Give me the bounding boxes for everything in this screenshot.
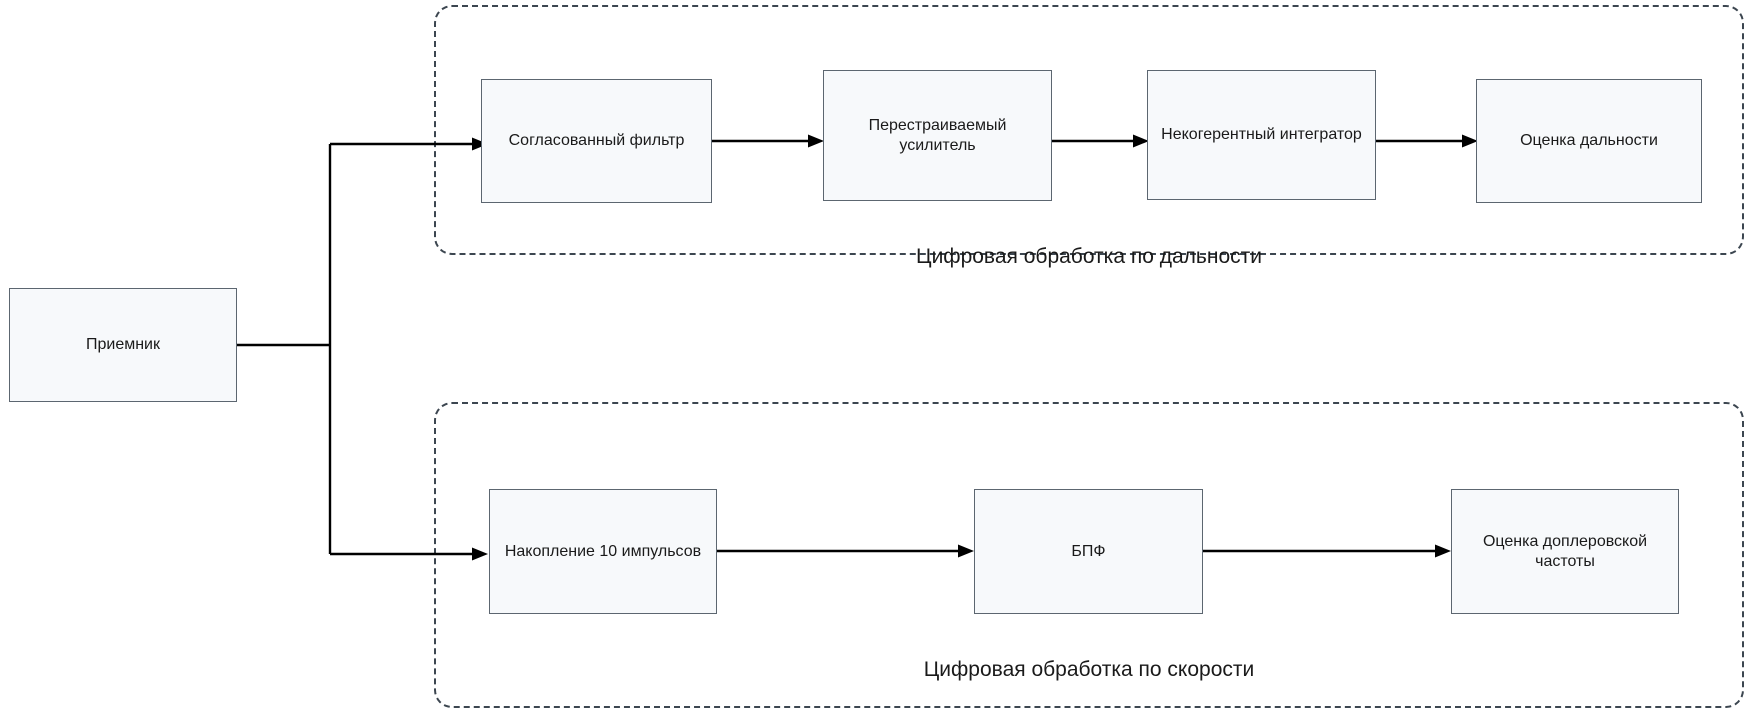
block-pulse-accumulation[interactable]	[489, 489, 717, 614]
block-label: БПФ	[1071, 542, 1106, 560]
block-label: Приемник	[85, 336, 160, 353]
block-label: Накопление 10 импульсов	[504, 542, 702, 560]
block-label: Оценка дальности	[1520, 132, 1658, 149]
block-label: Оценка доплеровской частоты	[1482, 532, 1648, 570]
block-matched-filter[interactable]	[481, 79, 712, 203]
block-doppler-estimate[interactable]	[1451, 489, 1679, 614]
block-label: Перестраиваемый усилитель	[868, 116, 1007, 154]
block-label: Согласованный фильтр	[508, 132, 685, 149]
block-label: Некогерентный интегратор	[1161, 126, 1362, 143]
block-fft[interactable]	[974, 489, 1203, 614]
block-tunable-amplifier[interactable]	[823, 70, 1052, 201]
block-noncoherent-integrator[interactable]	[1147, 70, 1376, 200]
group-label-range: Цифровая обработка по дальности	[916, 245, 1262, 268]
block-receiver[interactable]	[9, 288, 237, 402]
block-range-estimate[interactable]	[1476, 79, 1702, 203]
group-label-speed: Цифровая обработка по скорости	[923, 658, 1255, 681]
